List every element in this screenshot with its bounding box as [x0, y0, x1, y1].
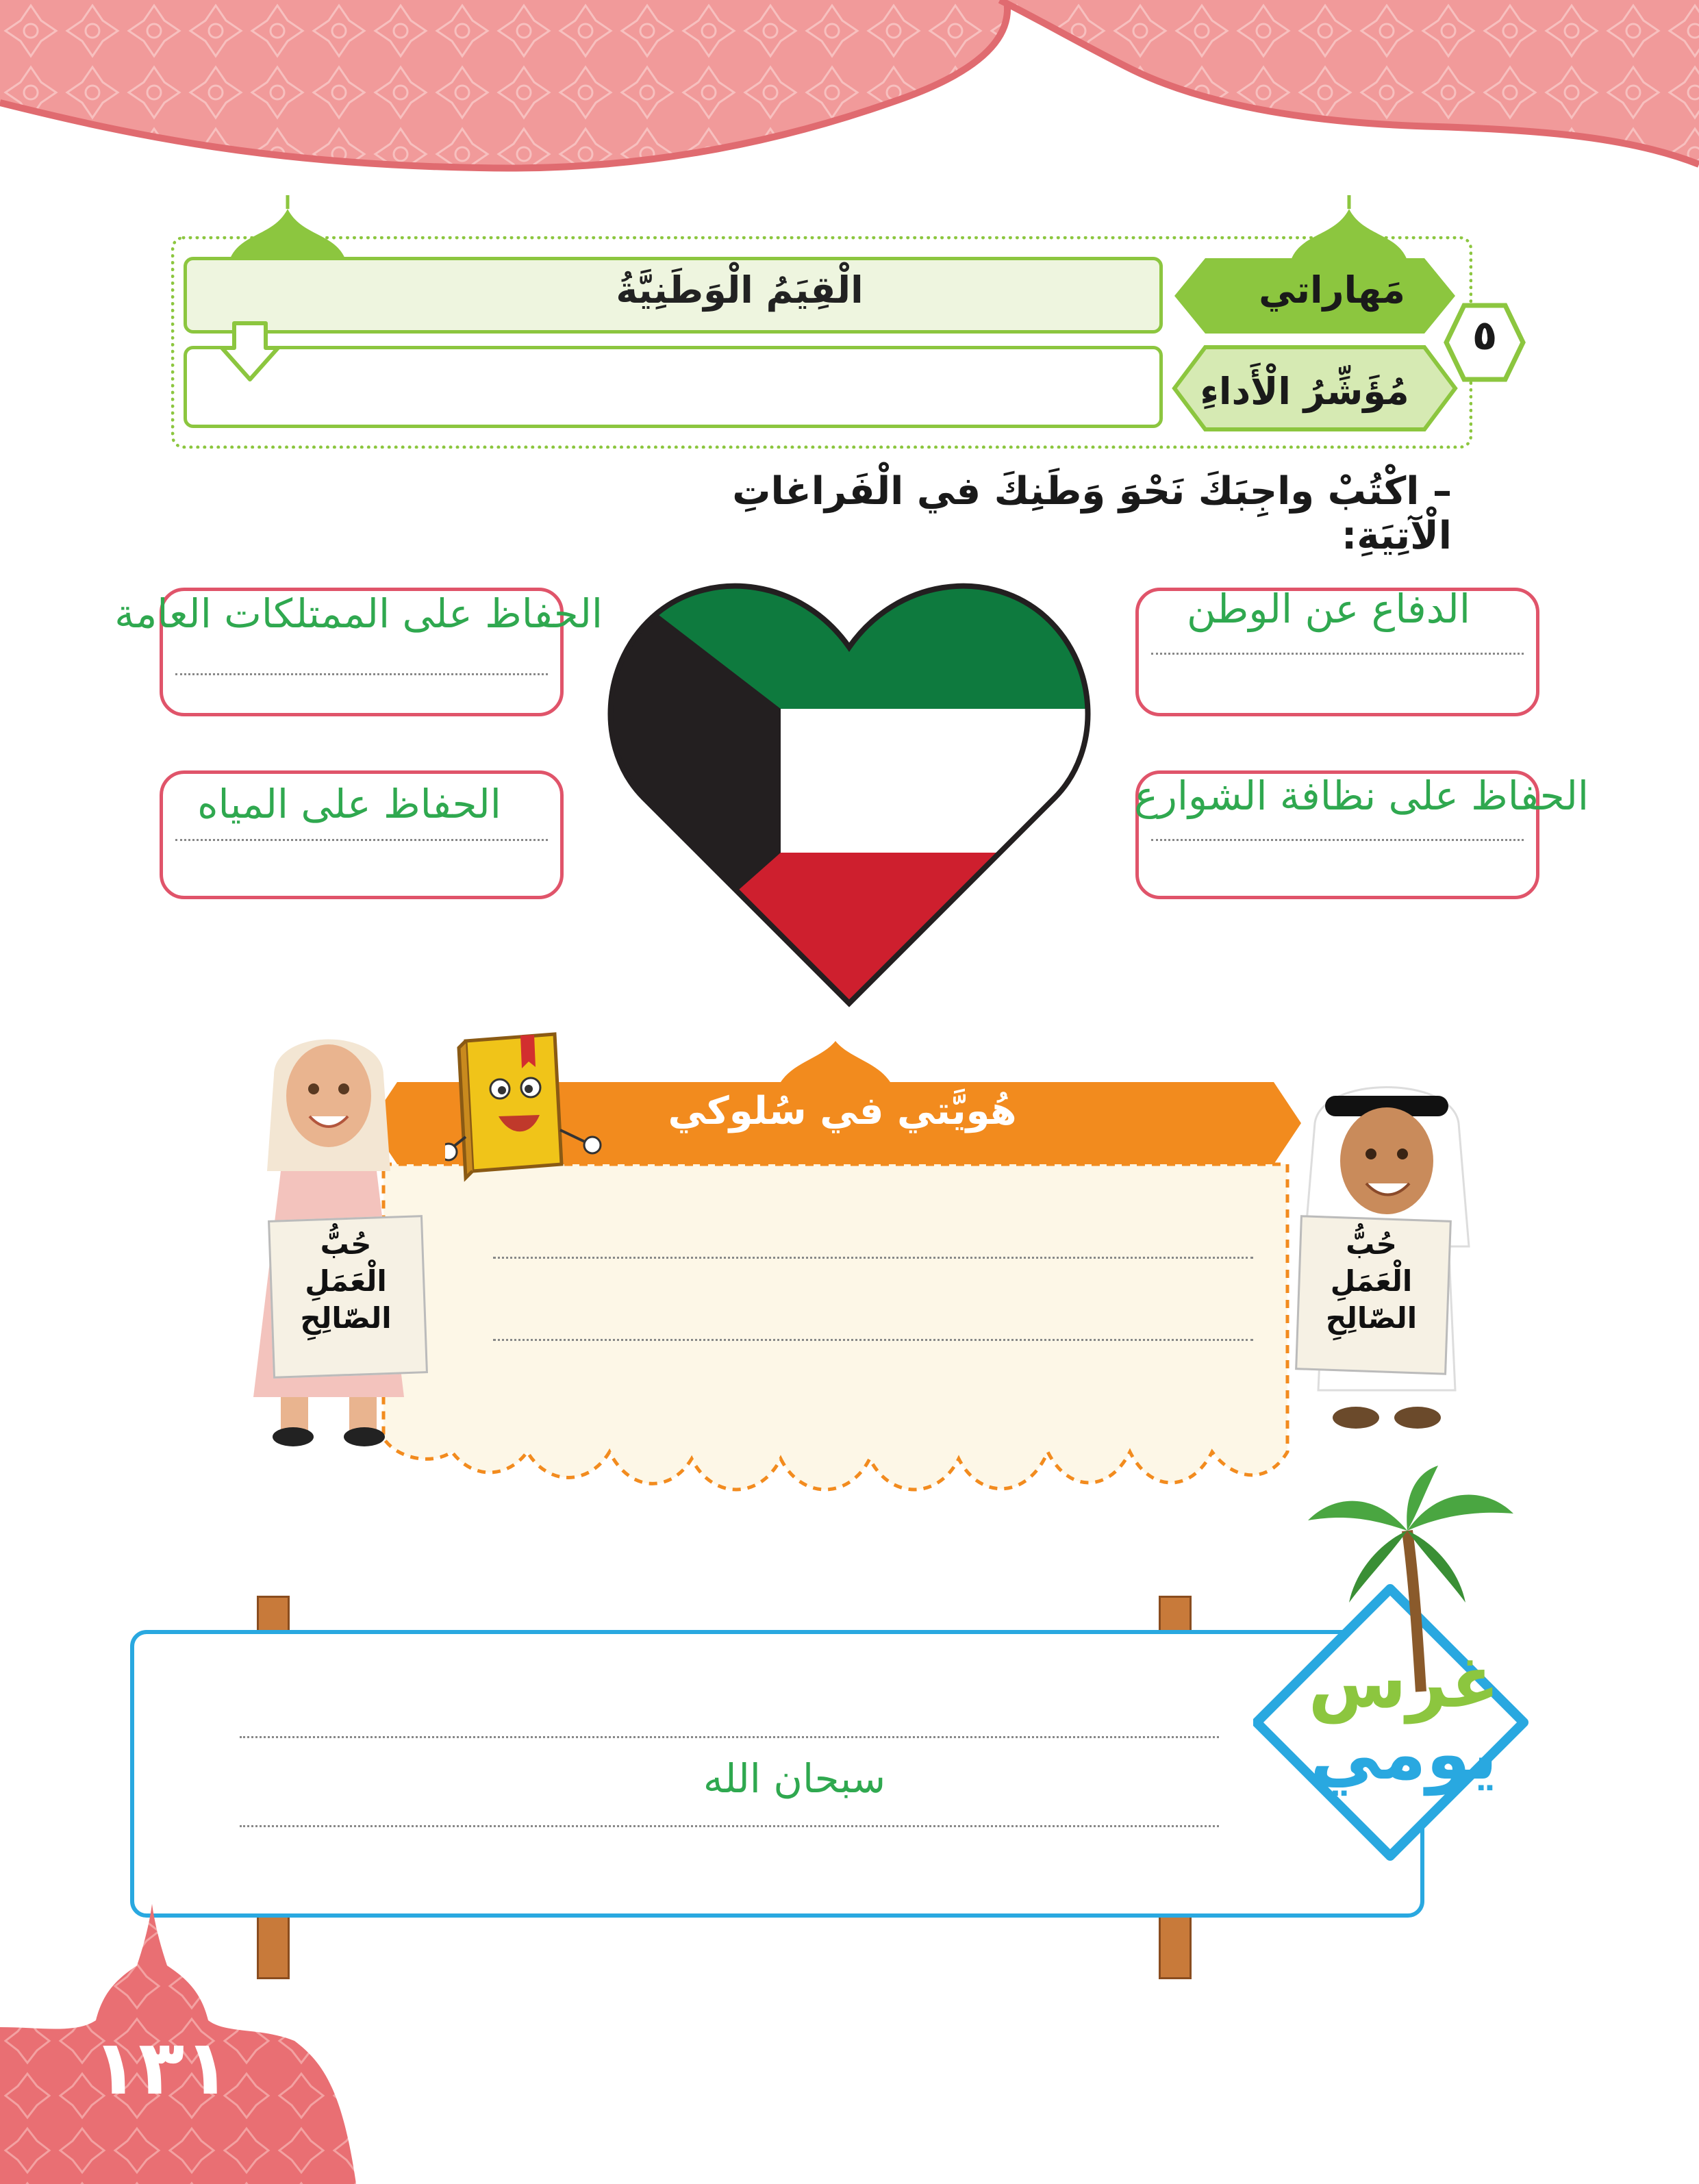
girl-sign-line-3: الصّالِحِ — [300, 1301, 392, 1335]
duty-answer-2[interactable]: الحفاظ على الممتلكات العامة — [114, 590, 603, 637]
duty-answer-1[interactable]: الدفاع عن الوطن — [1187, 586, 1470, 632]
badge-text-line2: يومي — [1310, 1712, 1498, 1796]
duty-answer-3[interactable]: الحفاظ على نظافة الشوارع — [1134, 773, 1589, 819]
girl-sign-line-1: حُبُّ — [320, 1227, 372, 1261]
boy-sign-text — [1298, 1226, 1445, 1337]
book-mascot-icon — [445, 1027, 623, 1185]
lesson-number: ٥ — [1472, 312, 1498, 360]
duty-answer-4[interactable]: الحفاظ على المياه — [197, 781, 501, 827]
header-dome-left — [226, 195, 349, 260]
kuwait-flag-heart — [603, 572, 1096, 1010]
girl-sign-text — [270, 1226, 421, 1337]
daily-answer[interactable]: سبحان الله — [703, 1755, 886, 1802]
page-number: ١٣١ — [92, 2024, 231, 2111]
daily-line-1[interactable] — [240, 1736, 1219, 1738]
indicator-label: مُؤَشِّرُ الْأَداءِ — [1200, 370, 1409, 413]
boy-sign-line-2: الْعَمَلِ — [1330, 1264, 1413, 1298]
boy-sign-line-1: حُبُّ — [1346, 1227, 1397, 1261]
lesson-title: الْقِيَمُ الْوَطَنِيَّةُ — [616, 268, 864, 312]
boy-sign-line-3: الصّالِحِ — [1325, 1301, 1418, 1335]
behavior-line-1[interactable] — [493, 1257, 1253, 1259]
top-decorative-band — [0, 0, 1699, 192]
behavior-title: هُويَّتي في سُلوكي — [668, 1089, 1017, 1133]
skills-label: مَهاراتي — [1259, 268, 1405, 312]
header-dome-right — [1287, 195, 1411, 260]
daily-line-2[interactable] — [240, 1825, 1219, 1827]
down-arrow-icon — [219, 321, 281, 384]
girl-sign-line-2: الْعَمَلِ — [305, 1264, 387, 1298]
badge-text-line1: غرس — [1308, 1640, 1500, 1724]
instruction-text: – اكْتُبْ واجِبَكَ نَحْوَ وَطَنِكَ في الْفَراغاتِ الْآتِيَةِ: — [732, 469, 1452, 558]
behavior-line-2[interactable] — [493, 1339, 1253, 1341]
indicator-bar — [184, 346, 1163, 428]
